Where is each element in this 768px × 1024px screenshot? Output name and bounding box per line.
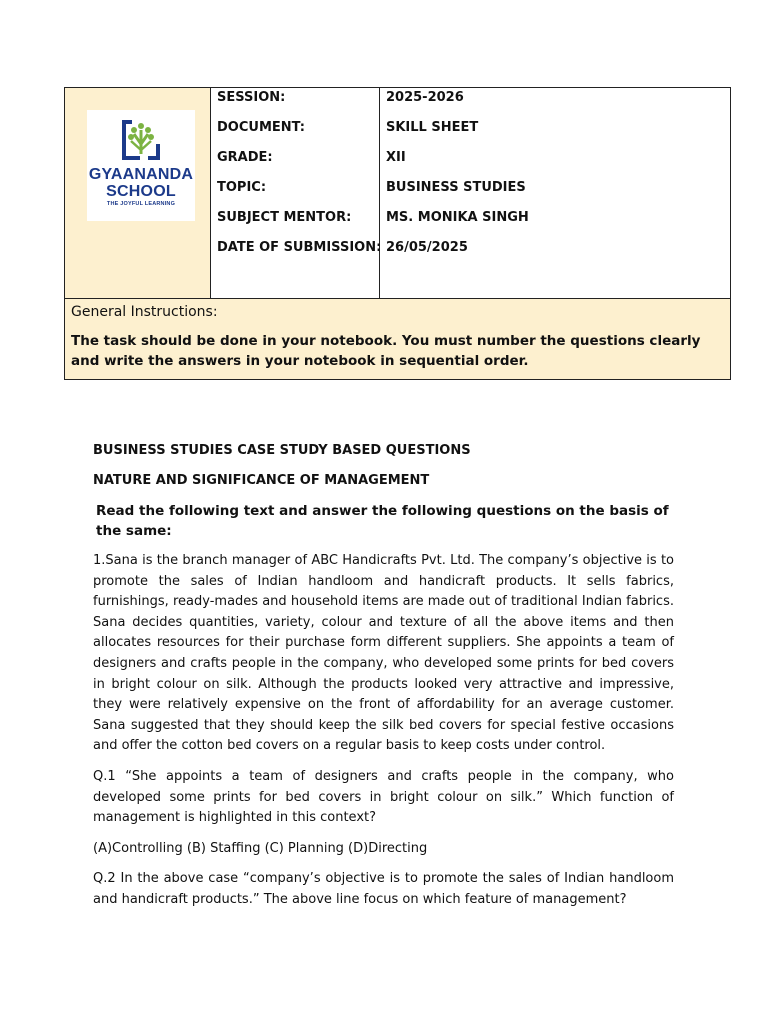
- topic-label: TOPIC:: [217, 180, 267, 195]
- chapter-heading: NATURE AND SIGNIFICANCE OF MANAGEMENT: [93, 473, 430, 488]
- school-name-line2: SCHOOL: [106, 183, 176, 200]
- section-heading: BUSINESS STUDIES CASE STUDY BASED QUESTIONS: [93, 443, 471, 458]
- subject-mentor-label: SUBJECT MENTOR:: [217, 210, 352, 225]
- grade-value: XII: [386, 150, 406, 165]
- school-name-line1: GYAANANDA: [88, 166, 194, 183]
- grade-label: GRADE:: [217, 150, 273, 165]
- question-2: Q.2 In the above case “company’s objective is to promote the sales of Indian handloom and handicraft products.” The above line focus on which feature of management?: [93, 871, 674, 907]
- topic-value: BUSINESS STUDIES: [386, 180, 526, 195]
- question-1-options: (A)Controlling (B) Staffing (C) Planning (D)Directing: [93, 840, 428, 856]
- date-of-submission-label: DATE OF SUBMISSION:: [217, 240, 382, 255]
- session-value: 2025-2026: [386, 90, 464, 105]
- question-1: Q.1 “She appoints a team of designers and crafts people in the company, who developed some prints for bed covers in bright colour on silk.” Which function of management is highlighted in this context?: [93, 768, 674, 826]
- header-table: [64, 87, 731, 380]
- school-emblem-icon: [118, 118, 164, 166]
- reading-instruction: Read the following text and answer the following questions on the basis of the same:: [96, 503, 669, 539]
- school-tagline: THE JOYFUL LEARNING: [106, 201, 176, 207]
- school-logo: [87, 110, 195, 221]
- subject-mentor-value: MS. MONIKA SINGH: [386, 210, 529, 225]
- session-label: SESSION:: [217, 90, 286, 105]
- field-labels-cell: [211, 88, 380, 299]
- field-values-cell: [380, 88, 731, 299]
- instructions-text: The task should be done in your notebook. You must number the questions clearly and write the answers in your notebook in sequential order.: [71, 333, 701, 369]
- case-study-paragraph: 1.Sana is the branch manager of ABC Handicrafts Pvt. Ltd. The company’s objective is to promote the sales of Indian handloom and handicraft products. It sells fabrics, furnishings, ready-mades and household items are made out of traditional Indian fabrics. Sana decides quantities, variety, colour and texture of all the above items and then allocates resources for their purchase form different suppliers. She appoints a team of designers and crafts people in the company, who developed some prints for bed covers in bright colour on silk. Although the products looked very attractive and impressive, they were relatively expensive on the front of affordability for an average customer. Sana suggested that they should keep the silk bed covers for special festive occasions and offer the cotton bed covers on a regular basis to keep costs under control.: [93, 553, 674, 754]
- document-label: DOCUMENT:: [217, 120, 305, 135]
- date-of-submission-value: 26/05/2025: [386, 240, 468, 255]
- worksheet-content: [93, 441, 674, 921]
- general-instructions-cell: [65, 299, 731, 380]
- instructions-title: General Instructions:: [71, 304, 218, 320]
- document-value: SKILL SHEET: [386, 120, 479, 135]
- logo-cell: [65, 88, 211, 299]
